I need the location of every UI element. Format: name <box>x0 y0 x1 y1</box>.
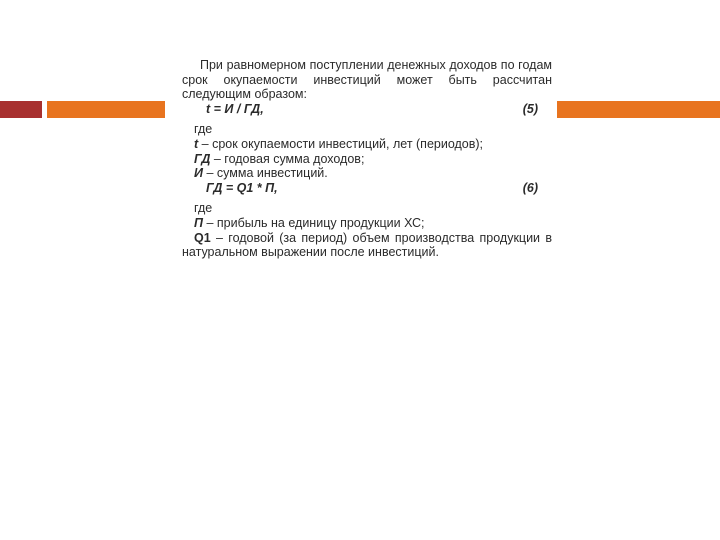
definition-text: – годовой (за период) объем производства продукции в натуральном выражении после инвестиций. <box>182 230 552 260</box>
formula-5-expression: t = И / ГД, <box>206 101 264 116</box>
accent-bar-orange-right <box>557 101 720 118</box>
formula-5 <box>182 102 552 117</box>
formula-5-number: (5) <box>522 101 538 116</box>
accent-bar-red <box>0 101 42 118</box>
formula-6 <box>182 181 552 196</box>
intro-paragraph: При равномерном поступлении денежных доходов по годам срок окупаемости инвестиций может быть рассчитан следующим образом: <box>182 58 552 102</box>
accent-bar-orange-left <box>47 101 165 118</box>
definition-text: – годовая сумма доходов; <box>210 151 365 166</box>
definition-p <box>182 216 552 231</box>
definition-text: – прибыль на единицу продукции ХС; <box>203 215 425 230</box>
definition-text: – сумма инвестиций. <box>203 166 328 181</box>
definition-symbol: Q1 <box>194 230 211 245</box>
where-label-2: где <box>194 201 213 216</box>
definition-text: – срок окупаемости инвестиций, лет (периодов); <box>198 136 484 151</box>
definition-symbol: И <box>194 166 203 181</box>
definition-gd <box>182 152 552 167</box>
definition-q1 <box>182 231 552 260</box>
formula-6-number: (6) <box>522 180 538 195</box>
definition-symbol: ГД <box>194 151 211 166</box>
document-text-block <box>182 58 552 260</box>
definition-t <box>182 137 552 152</box>
where-label-1: где <box>194 122 213 137</box>
formula-6-expression: ГД = Q1 * П, <box>206 180 278 195</box>
definition-symbol: П <box>194 215 203 230</box>
definition-i <box>182 166 552 181</box>
definition-symbol: t <box>194 136 199 151</box>
